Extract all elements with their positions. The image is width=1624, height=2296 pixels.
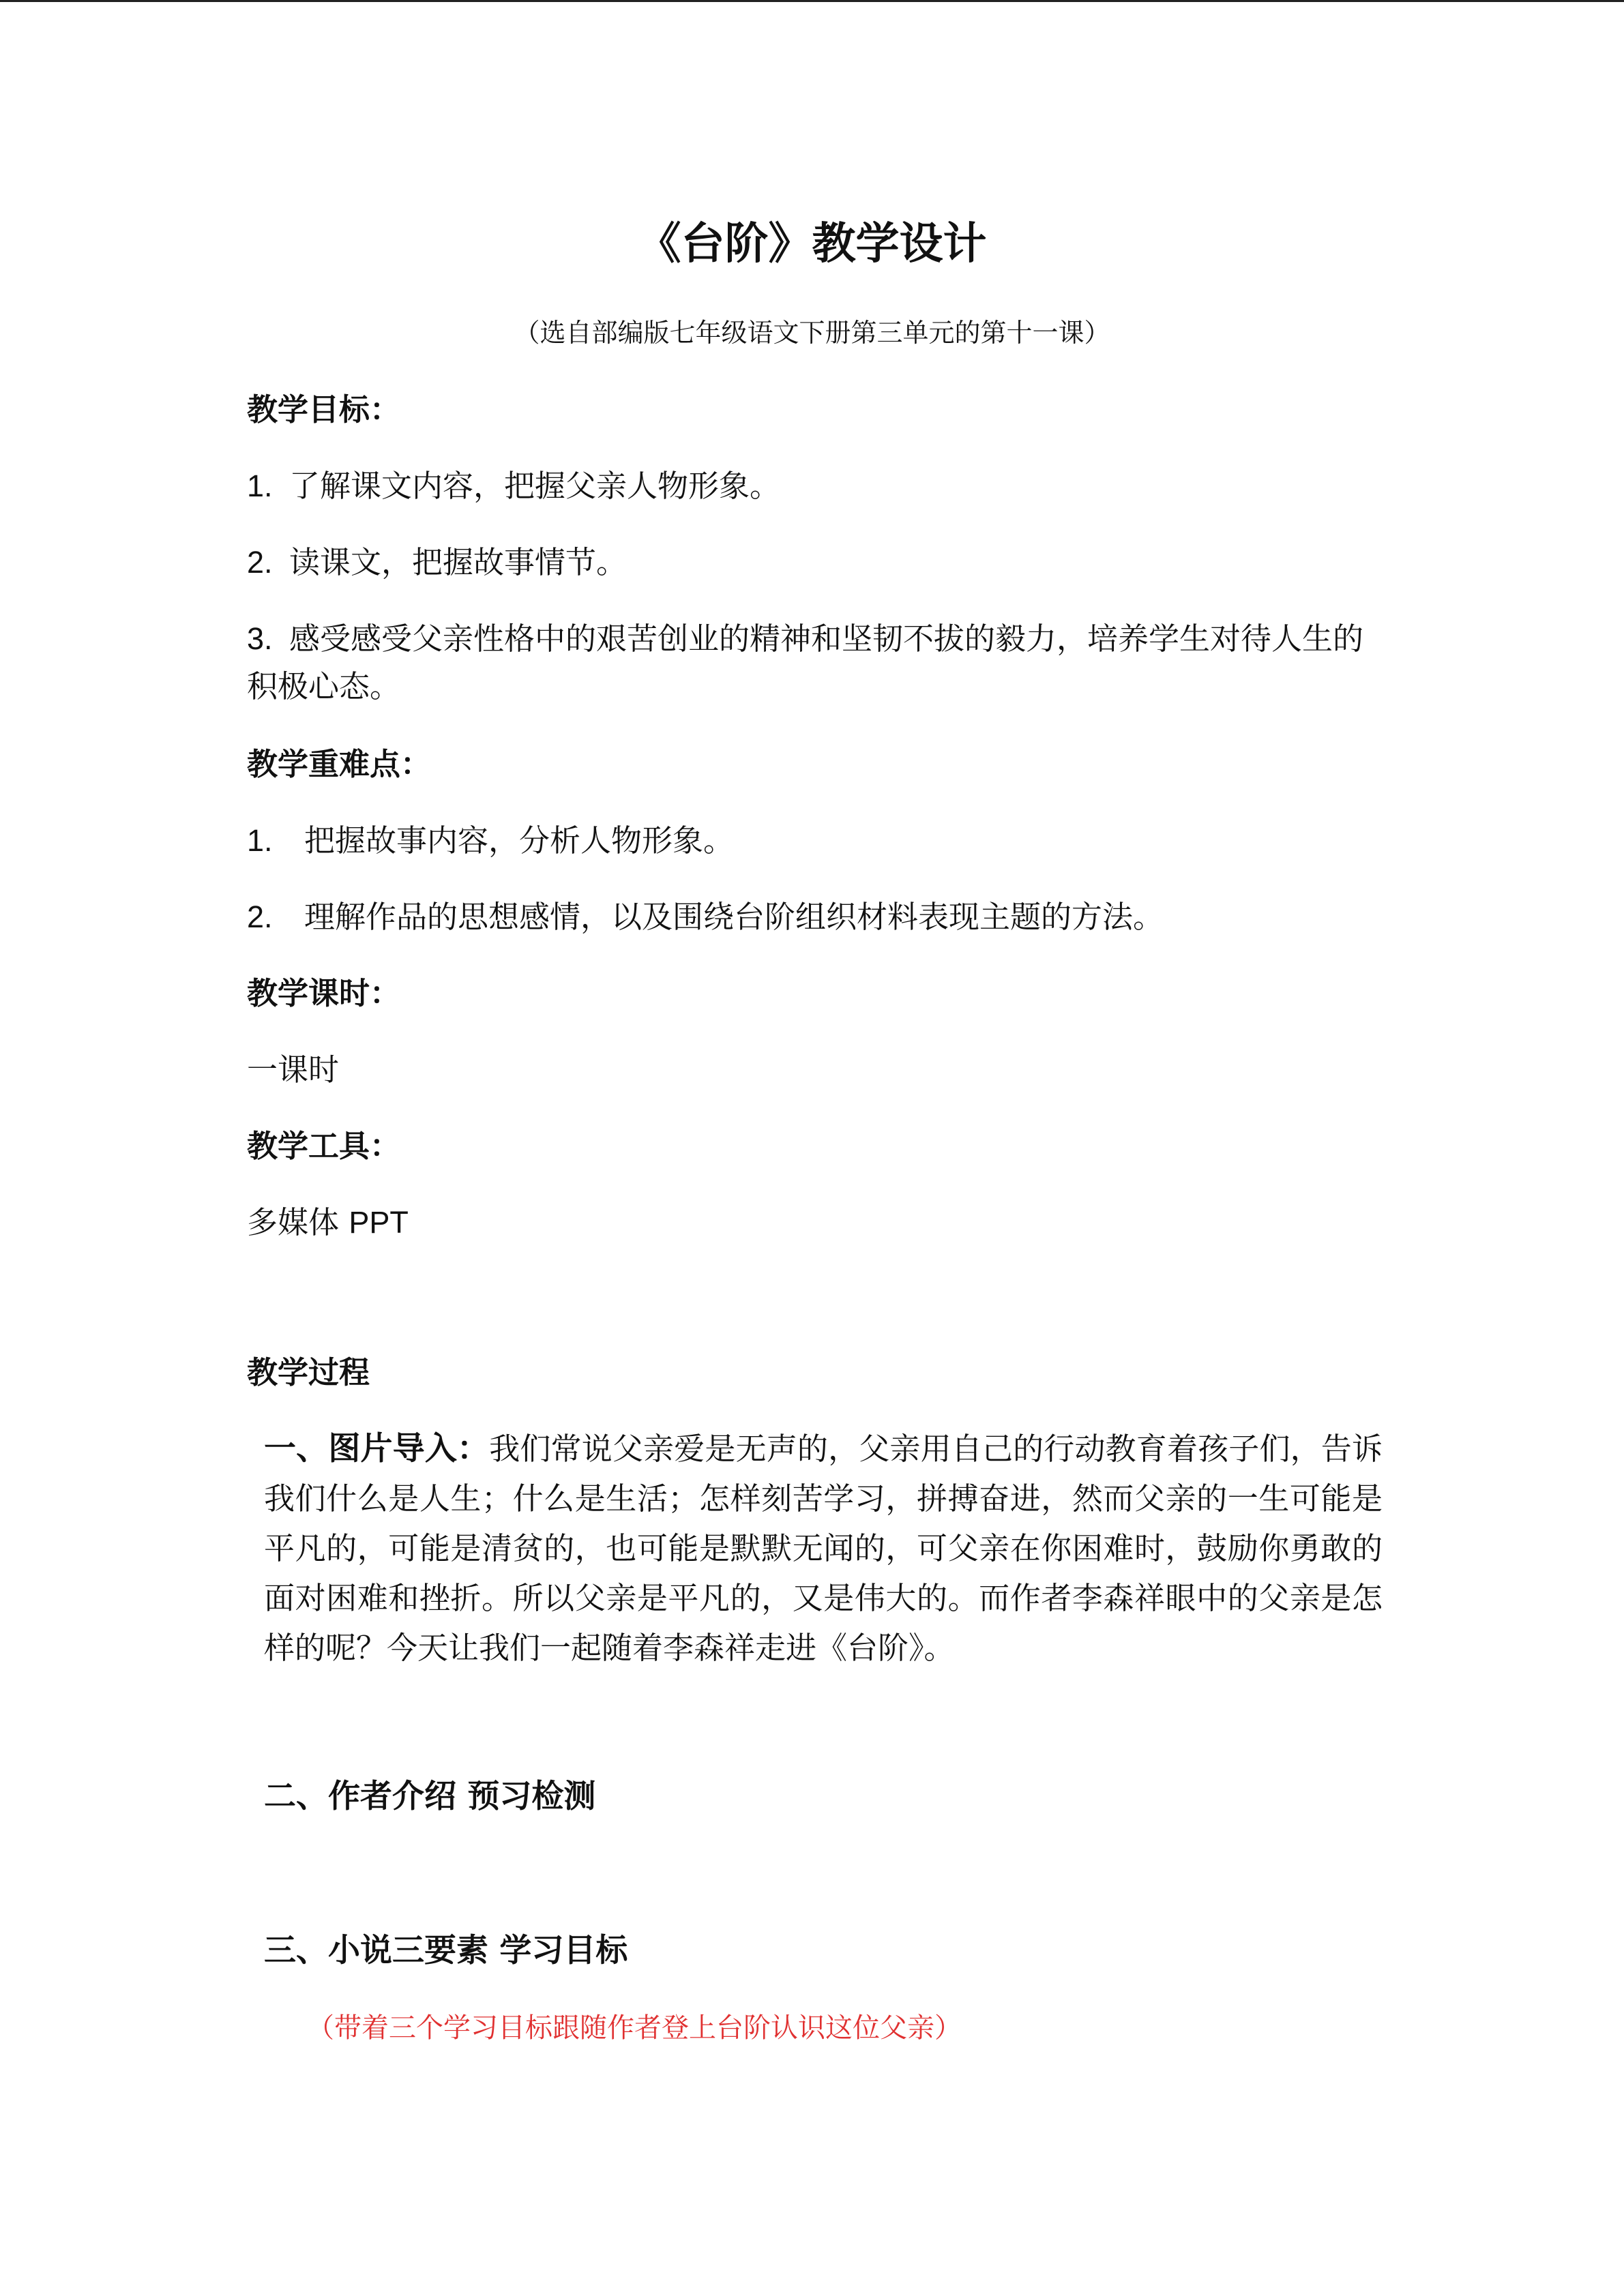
page-title: 《台阶》教学设计 bbox=[637, 219, 987, 269]
process-heading bbox=[247, 1349, 1379, 1397]
objective-number: 3. bbox=[247, 621, 273, 656]
key-point-item-2 bbox=[247, 893, 1379, 941]
key-point-text: 理解作品的思想感情，以及围绕台阶组织材料表现主题的方法。 bbox=[304, 899, 1164, 935]
key-points-heading-text: 教学重难点： bbox=[247, 746, 432, 782]
objectives-heading bbox=[247, 386, 1379, 434]
objective-item-1 bbox=[247, 462, 1379, 510]
objectives-heading-text: 教学目标： bbox=[247, 391, 401, 428]
class-hours-heading bbox=[247, 970, 1379, 1017]
class-hours-value: 一课时 bbox=[247, 1052, 340, 1088]
key-point-text: 把握故事内容，分析人物形象。 bbox=[304, 822, 735, 859]
tools-heading-text: 教学工具： bbox=[247, 1128, 401, 1164]
objective-text: 感受感受父亲性格中的艰苦创业的精神和坚韧不拔的毅力，培养学生对待人生的积极心态。 bbox=[247, 621, 1364, 704]
key-point-number: 1. bbox=[247, 823, 273, 858]
objective-number: 2. bbox=[247, 545, 273, 580]
intro-label: 一、图片导入： bbox=[264, 1430, 490, 1467]
tools-heading bbox=[247, 1122, 1379, 1170]
section-author-intro: 二、作者介绍 预习检测 bbox=[264, 1778, 596, 1815]
tools-value-cn: 多媒体 bbox=[247, 1204, 340, 1240]
section-three-elements: 三、小说三要素 学习目标 bbox=[264, 1932, 628, 1969]
objective-item-2 bbox=[247, 539, 1379, 586]
intro-text: 我们常说父亲爱是无声的，父亲用自己的行动教育着孩子们，告诉我们什么是人生；什么是生活；怎样刻苦学习，拼搏奋进，然而父亲的一生可能是平凡的，可能是清贫的，也可能是默默无闻的，可父亲在你困难时，鼓励你勇敢的面对困难和挫折。所以父亲是平凡的，又是伟大的。而作者李森祥眼中的父亲是怎样的呢？今天让我们一起随着李森祥走进《台阶》。 bbox=[264, 1431, 1383, 1666]
key-point-item-1 bbox=[247, 817, 1379, 865]
objective-item-3 bbox=[247, 615, 1379, 711]
key-point-number: 2. bbox=[247, 899, 273, 934]
objective-text: 读课文，把握故事情节。 bbox=[289, 544, 628, 580]
intro-paragraph bbox=[264, 1424, 1383, 1673]
page-subtitle: （选自部编版七年级语文下册第三单元的第十一课） bbox=[514, 318, 1110, 348]
tools-value bbox=[247, 1199, 1379, 1247]
objective-number: 1. bbox=[247, 468, 273, 503]
class-hours-heading-text: 教学课时： bbox=[247, 975, 401, 1011]
tools-value-latin: PPT bbox=[349, 1205, 409, 1240]
process-heading-text: 教学过程 bbox=[247, 1354, 370, 1390]
objective-text: 了解课文内容，把握父亲人物形象。 bbox=[289, 468, 781, 504]
page-top-border bbox=[0, 0, 1624, 2]
red-note: （带着三个学习目标跟随作者登上台阶认识这位父亲） bbox=[307, 2012, 962, 2044]
key-points-heading bbox=[247, 741, 1379, 788]
